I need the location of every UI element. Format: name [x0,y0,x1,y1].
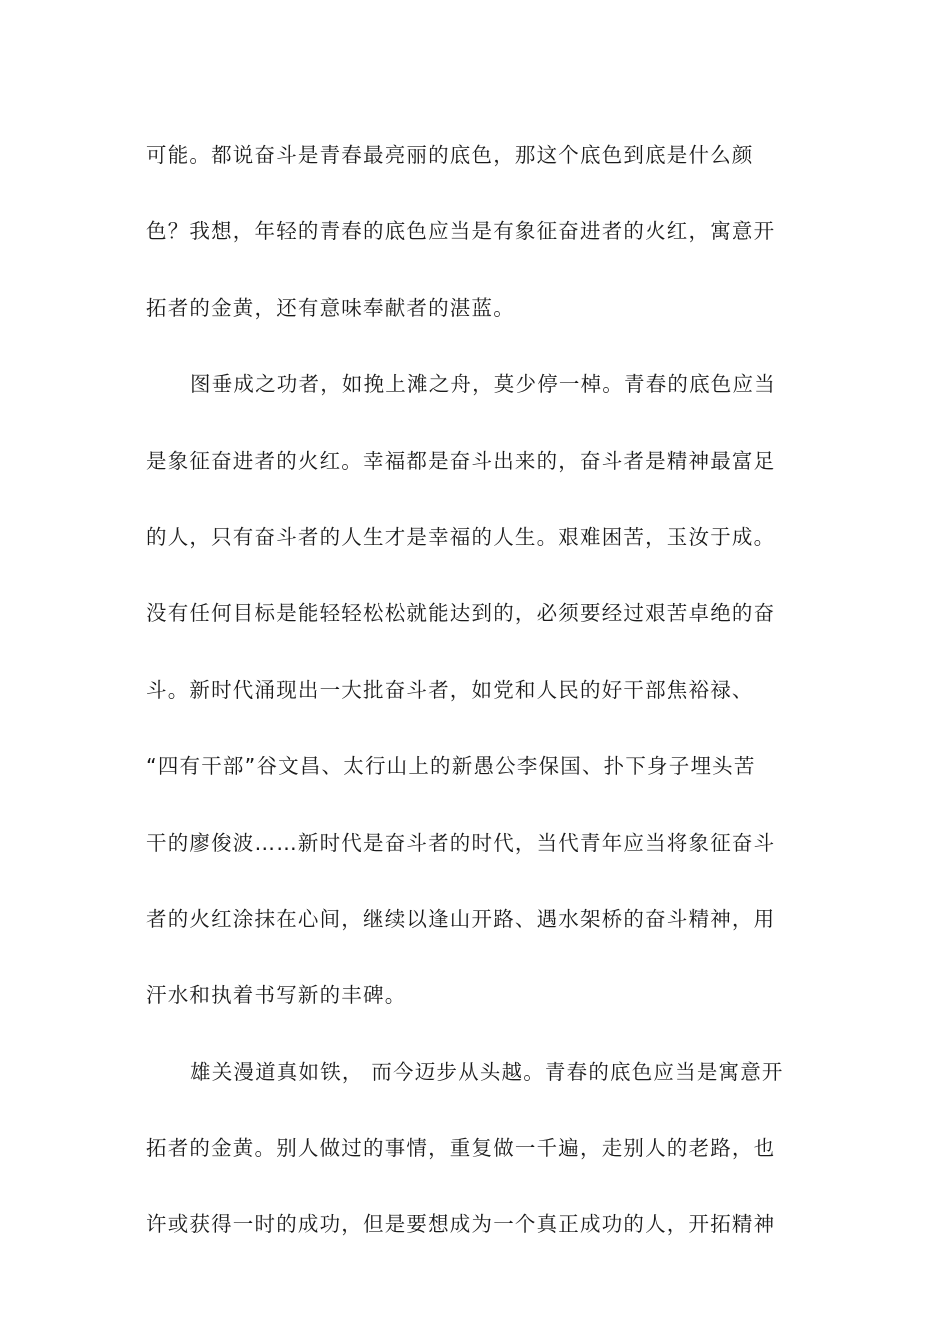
text-line: 雄关漫道真如铁， 而今迈步从头越。青春的底色应当是寓意开 [190,1059,784,1084]
paragraph-2 [146,359,806,1021]
text-line: 图垂成之功者，如挽上滩之舟，莫少停一棹。青春的底色应当 [190,372,776,397]
text-line: “四有干部”谷文昌、太行山上的新愚公李保国、扑下身子埋头苦 [146,754,756,779]
paragraph-1 [146,130,806,334]
text-line: 是象征奋进者的火红。幸福都是奋斗出来的，奋斗者是精神最富足 [146,448,776,473]
document-body [146,130,806,1276]
text-line: 者的火红涂抹在心间，继续以逢山开路、遇水架桥的奋斗精神，用 [146,906,776,931]
text-line: 拓者的金黄，还有意味奉献者的湛蓝。 [146,295,515,320]
text-line: 色？我想，年轻的青春的底色应当是有象征奋进者的火红，寓意开 [146,219,776,244]
text-line: 可能。都说奋斗是青春最亮丽的底色，那这个底色到底是什么颜 [146,143,754,167]
text-line: 干的廖俊波……新时代是奋斗者的时代，当代青年应当将象征奋斗 [146,830,776,855]
text-line: 许或获得一时的成功，但是要想成为一个真正成功的人，开拓精神 [146,1212,776,1237]
text-line: 的人，只有奋斗者的人生才是幸福的人生。艰难困苦，玉汝于成。 [146,524,776,549]
paragraph-3 [146,1047,806,1251]
text-line: 没有任何目标是能轻轻松松就能达到的，必须要经过艰苦卓绝的奋 [146,601,776,626]
text-line: 汗水和执着书写新的丰碑。 [146,983,407,1008]
text-line: 拓者的金黄。别人做过的事情，重复做一千遍，走别人的老路，也 [146,1136,776,1161]
text-line: 斗。新时代涌现出一大批奋斗者，如党和人民的好干部焦裕禄、 [146,677,754,702]
